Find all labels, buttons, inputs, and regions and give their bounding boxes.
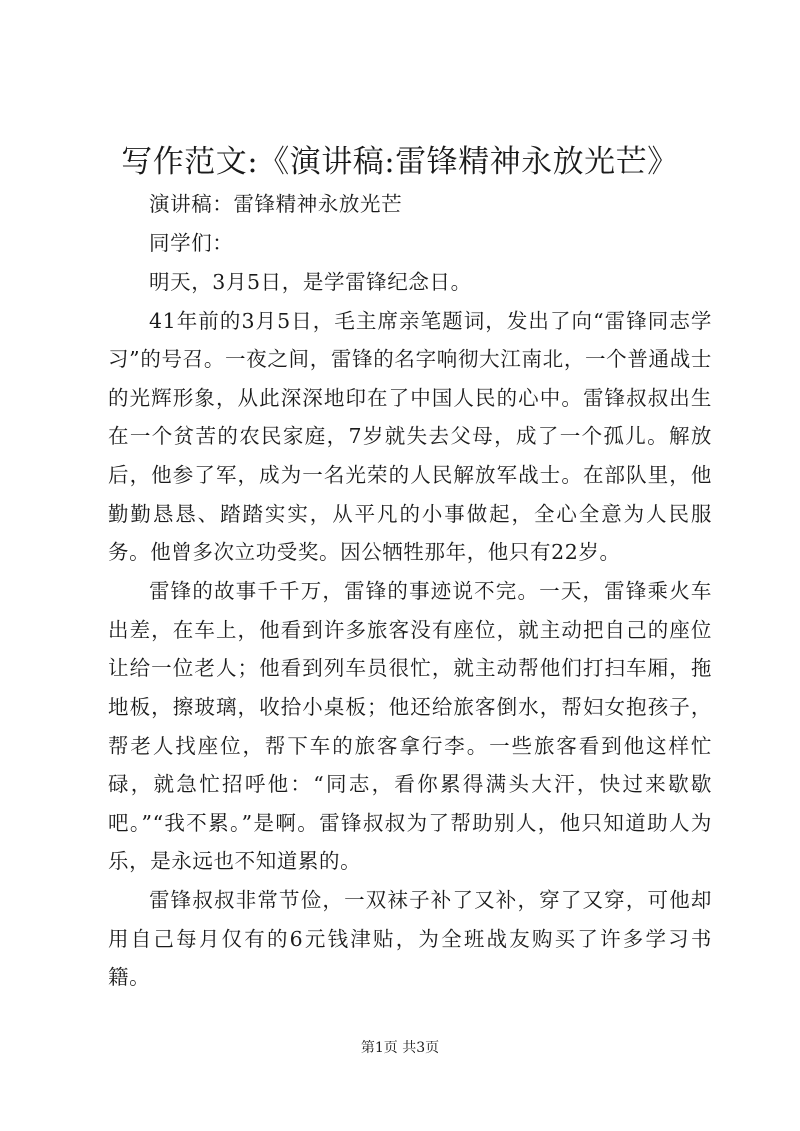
document-title: 写作范文:《演讲稿:雷锋精神永放光芒》 — [121, 144, 679, 180]
page-footer: 第1页 共3页 — [360, 1040, 440, 1056]
salutation: 同学们： — [149, 230, 234, 255]
paragraph: 雷锋的故事千千万，雷锋的事迹说不完。一天，雷锋乘火车出差，在车上，他看到许多旅客没有座位，就主动把自己的座位让给一位老人；他看到列车员很忙，就主动帮他们打扫车厢，拖地板，擦玻璃，收拾小桌板；他还给旅客倒水，帮妇女抱孩子，帮老人找座位，帮下车的旅客拿行李。一些旅客看到他这样忙碌，就急忙招呼他：“同志，看你累得满头大汗，快过来歇歇吧。”“我不累。”是啊。雷锋叔叔为了帮助别人，他只知道助人为乐，是永远也不知道累的。 — [108, 579, 712, 874]
document-body — [108, 185, 712, 997]
speech-heading: 演讲稿：雷锋精神永放光芒 — [149, 192, 403, 216]
paragraph: 41年前的3月5日，毛主席亲笔题词，发出了向“雷锋同志学习”的号召。一夜之间，雷锋的名字响彻大江南北，一个普通战士的光辉形象，从此深深地印在了中国人民的心中。雷锋叔叔出生在一个贫苦的农民家庭，7岁就失去父母，成了一个孤儿。解放后，他参了军，成为一名光荣的人民解放军战士。在部队里，他勤勤恳恳、踏踏实实，从平凡的小事做起，全心全意为人民服务。他曾多次立功受奖。因公牺牲那年，他只有22岁。 — [108, 308, 712, 565]
paragraph: 雷锋叔叔非常节俭，一双袜子补了又补，穿了又穿，可他却用自己每月仅有的6元钱津贴，为全班战友购买了许多学习书籍。 — [108, 888, 712, 990]
paragraph: 明天，3月5日，是学雷锋纪念日。 — [149, 269, 472, 294]
